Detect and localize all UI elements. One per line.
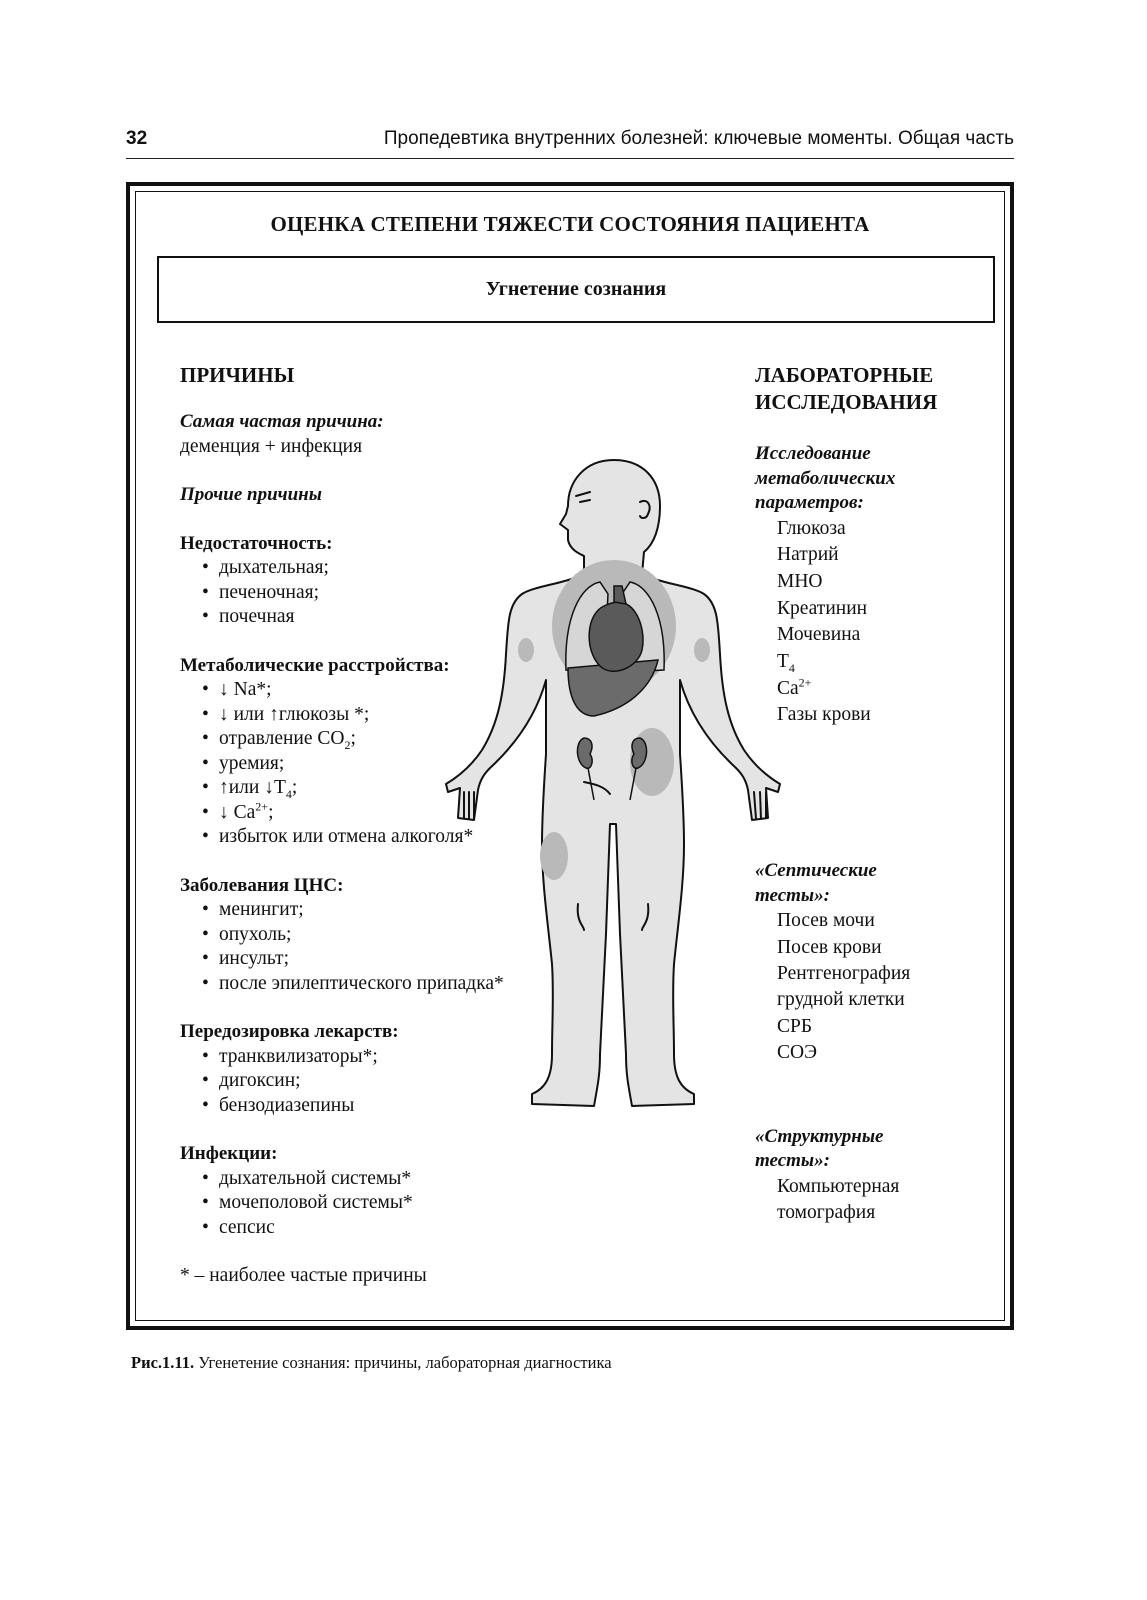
structural-title-l1: «Структурные: [755, 1125, 884, 1147]
list-item: • избыток или отмена алкоголя*: [202, 825, 560, 850]
list-item: томография: [777, 1201, 876, 1223]
t4-text: ↑или ↓T: [219, 777, 286, 798]
list-item: • почечная: [202, 605, 560, 630]
footnote: * – наиболее частые причины: [180, 1265, 427, 1286]
figure-inner-frame: [135, 191, 1005, 1321]
infections-block: [180, 1142, 560, 1240]
ca-text: ↓ Ca: [219, 801, 256, 823]
ca-tail: ;: [268, 801, 274, 823]
lab-metabolic-block: [755, 442, 995, 729]
list-item: • транквилизаторы*;: [202, 1045, 560, 1070]
caption-text: Угенетение сознания: причины, лабораторная диагностика: [194, 1353, 612, 1372]
lab-metabolic-list: [755, 516, 995, 730]
subtitle-box: [157, 256, 995, 323]
lab-column: [755, 362, 995, 1226]
lab-metabolic-title-l2: метаболических: [755, 467, 896, 489]
co2-text: отравление CO: [219, 728, 345, 749]
list-item: Натрий: [777, 544, 839, 566]
lab-metabolic-title-l3: параметров:: [755, 492, 864, 513]
list-item: СОЭ: [777, 1042, 817, 1064]
list-item: • дыхательной системы*: [202, 1167, 560, 1192]
figure-title: ОЦЕНКА СТЕПЕНИ ТЯЖЕСТИ СОСТОЯНИЯ ПАЦИЕНТА: [270, 212, 870, 236]
lab-ca-superscript: 2+: [798, 675, 812, 690]
causes-heading: ПРИЧИНЫ: [180, 363, 295, 387]
septic-list: [755, 908, 995, 1066]
most-common-label: Самая частая причина:: [180, 411, 384, 432]
list-item: Глюкоза: [777, 517, 846, 539]
figure-caption: [131, 1353, 612, 1373]
subtitle-text: Угнетение сознания: [485, 278, 667, 300]
ca-superscript: 2+: [255, 799, 269, 813]
list-item: Газы крови: [777, 704, 871, 726]
lab-metabolic-title-l1: Исследование: [755, 443, 871, 464]
lab-heading-line1: ЛАБОРАТОРНЫЕ: [755, 363, 934, 387]
t4-subscript: 4: [285, 786, 292, 801]
septic-title-l2: тесты»:: [755, 884, 830, 906]
list-item: • опухоль;: [202, 923, 560, 948]
figure-frame: [126, 182, 1014, 1330]
list-item: • печеночная;: [202, 581, 560, 606]
cns-title: Заболевания ЦНС:: [180, 874, 344, 896]
lab-heading-line2: ИССЛЕДОВАНИЯ: [755, 390, 938, 414]
list-item: [777, 649, 995, 676]
list-item: Мочевина: [777, 624, 861, 646]
caption-label: Рис.1.11.: [131, 1353, 195, 1372]
list-item: • ↓ или ↑глюкозы *;: [202, 703, 560, 728]
human-body-illustration: [434, 454, 790, 1122]
list-item: СРБ: [777, 1015, 813, 1037]
metabolic-title: Метаболические расстройства:: [180, 654, 450, 676]
list-item: [777, 676, 995, 703]
t4-tail: ;: [291, 777, 298, 798]
right-arm-spot: [694, 638, 710, 662]
running-title: Пропедевтика внутренних болезней: ключевые моменты. Общая часть: [383, 128, 1014, 149]
body-silhouette: [446, 460, 780, 1106]
list-item: Рентгенография: [777, 962, 911, 984]
list-item: • ↓ Na*;: [202, 678, 560, 703]
structural-block: [755, 1125, 995, 1227]
co2-tail: ;: [350, 728, 356, 749]
septic-block: [755, 859, 995, 1066]
list-item: Креатинин: [777, 597, 868, 619]
other-causes-label: Прочие причины: [180, 484, 322, 505]
overdose-title: Передозировка лекарств:: [180, 1021, 399, 1042]
page-header: [126, 128, 1014, 159]
insufficiency-title: Недостаточность:: [180, 532, 333, 554]
list-item: Посев мочи: [777, 910, 875, 932]
list-item: • дыхательная;: [202, 556, 560, 581]
list-item: • после эпилептического припадка*: [202, 972, 560, 997]
list-item: • уремия;: [202, 752, 560, 777]
ear: [640, 501, 650, 518]
most-common-block: [180, 410, 560, 459]
list-item: • бензодиазепины: [202, 1094, 560, 1119]
structural-list: [755, 1174, 995, 1227]
most-common-value: деменция + инфекция: [180, 435, 363, 457]
list-item: • мочеполовой системы*: [202, 1191, 560, 1216]
heart: [589, 602, 643, 671]
infections-title: Инфекции:: [180, 1143, 278, 1164]
page-number: 32: [126, 128, 148, 149]
left-arm-spot: [518, 638, 534, 662]
list-item: • менингит;: [202, 898, 560, 923]
structural-title-l2: тесты»:: [755, 1150, 830, 1172]
list-item: • инсульт;: [202, 947, 560, 972]
list-item: МНО: [777, 570, 823, 592]
infections-list: [180, 1167, 560, 1241]
list-item: Посев крови: [777, 936, 882, 958]
lab-t4-subscript: 4: [788, 660, 795, 675]
list-item: грудной клетки: [777, 989, 905, 1011]
co2-subscript: 2: [344, 737, 351, 752]
list-item: • сепсис: [202, 1216, 560, 1241]
lab-ca-text: Ca: [777, 677, 799, 699]
thigh-spot: [540, 832, 568, 880]
lab-t4-text: T: [777, 651, 789, 673]
list-item: • дигоксин;: [202, 1069, 560, 1094]
list-item: Компьютерная: [777, 1175, 900, 1197]
septic-title-l1: «Септические: [755, 860, 877, 882]
